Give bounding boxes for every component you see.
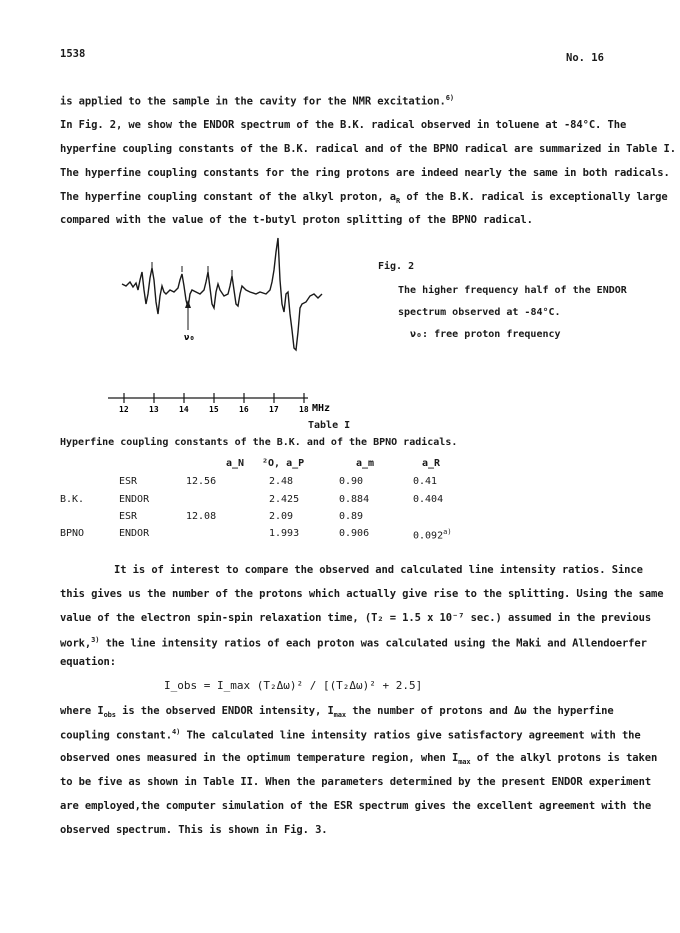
col-header: a_N [226, 458, 245, 469]
table-cell: 0.092$^{a)}$ [413, 528, 452, 542]
page-number: 1538 [60, 48, 86, 60]
table-cell: 0.89 [339, 511, 364, 522]
axis-tick-label: 17 [269, 405, 279, 414]
text-line: value of the electron spin-spin relaxation time, (T₂ = 1.5 x 10⁻⁷ sec.) assumed in the previous [60, 612, 652, 624]
figure-caption-line: spectrum observed at -84°C. [398, 307, 561, 318]
axis-tick-label: 12 [119, 405, 129, 414]
table-cell: 0.906 [339, 528, 370, 539]
table-method: ESR [119, 476, 138, 487]
frequency-axis [100, 390, 350, 416]
table-method: ENDOR [119, 528, 150, 539]
axis-unit: MHz [312, 403, 331, 414]
col-header: a_R [422, 458, 441, 469]
table-cell: 2.48 [269, 476, 294, 487]
figure-caption-line: ν₀: free proton frequency [410, 329, 561, 340]
axis-tick-label: 14 [179, 405, 189, 414]
text-line: observed ones measured in the optimum temperature region, when $I_{max}$ of the alkyl protons is taken [60, 752, 658, 767]
axis-tick-label: 16 [239, 405, 249, 414]
text-line: The hyperfine coupling constants for the ring protons are indeed nearly the same in both radicals. [60, 167, 670, 179]
table-method: ESR [119, 511, 138, 522]
table-cell: 12.56 [186, 476, 217, 487]
text-line: where $I_{obs}$ is the observed ENDOR intensity, $I_{max}$ the number of protons and Δω the hyperfine [60, 705, 614, 720]
col-header: ²O, a_P [262, 458, 305, 469]
table-cell: 2.425 [269, 494, 300, 505]
table-cell: 2.09 [269, 511, 294, 522]
col-header: a_m [356, 458, 375, 469]
equation: I_obs = I_max (T₂Δω)² / [(T₂Δω)² + 2.5] [164, 679, 423, 692]
text-line: observed spectrum. This is shown in Fig. 3. [60, 824, 328, 836]
text-line: equation: [60, 656, 116, 668]
table-cell: 0.404 [413, 494, 444, 505]
table-cell: 0.41 [413, 476, 438, 487]
table-group: BPNO [60, 528, 85, 539]
table-title: Table I [308, 420, 351, 431]
text-line: is applied to the sample in the cavity for the NMR excitation.$^{6)}$ [60, 94, 454, 108]
issue-number: No. 16 [566, 52, 604, 64]
text-line: In Fig. 2, we show the ENDOR spectrum of the B.K. radical observed in toluene at -84°C. The [60, 119, 627, 131]
table-cell: 1.993 [269, 528, 300, 539]
text-line: compared with the value of the t-butyl proton splitting of the BPNO radical. [60, 214, 533, 226]
figure-label: Fig. 2 [378, 261, 415, 272]
table-caption: Hyperfine coupling constants of the B.K. and of the BPNO radicals. [60, 437, 458, 448]
axis-tick-label: 18 [299, 405, 309, 414]
figure-caption-line: The higher frequency half of the ENDOR [398, 285, 627, 296]
table-group: B.K. [60, 494, 85, 505]
text-line: work,$^{3)}$ the line intensity ratios of each proton was calculated using the Maki and Allendoerfer [60, 636, 647, 650]
endor-spectrum-plot [100, 232, 350, 382]
text-line: hyperfine coupling constants of the B.K. radical and of the BPNO radical are summarized in Table I. [60, 143, 676, 155]
nu0-marker: ν₀ [184, 333, 195, 343]
text-line: to be five as shown in Table II. When the parameters determined by the present ENDOR experiment [60, 776, 652, 788]
text-line: It is of interest to compare the observed and calculated line intensity ratios. Since [114, 564, 643, 576]
axis-tick-label: 13 [149, 405, 159, 414]
table-method: ENDOR [119, 494, 150, 505]
text-line: are employed,the computer simulation of the ESR spectrum gives the excellent agreement with the [60, 800, 652, 812]
text-line: coupling constant.$^{4)}$ The calculated line intensity ratios give satisfactory agreement with the [60, 728, 641, 742]
axis-tick-label: 15 [209, 405, 219, 414]
text-line: The hyperfine coupling constant of the alkyl proton, $a_R$ of the B.K. radical is exceptionally large [60, 191, 668, 206]
table-cell: 0.90 [339, 476, 364, 487]
text-line: this gives us the number of the protons which actually give rise to the splitting. Using the same [60, 588, 664, 600]
spectrum-trace [122, 238, 322, 350]
table-cell: 12.08 [186, 511, 217, 522]
table-cell: 0.884 [339, 494, 370, 505]
